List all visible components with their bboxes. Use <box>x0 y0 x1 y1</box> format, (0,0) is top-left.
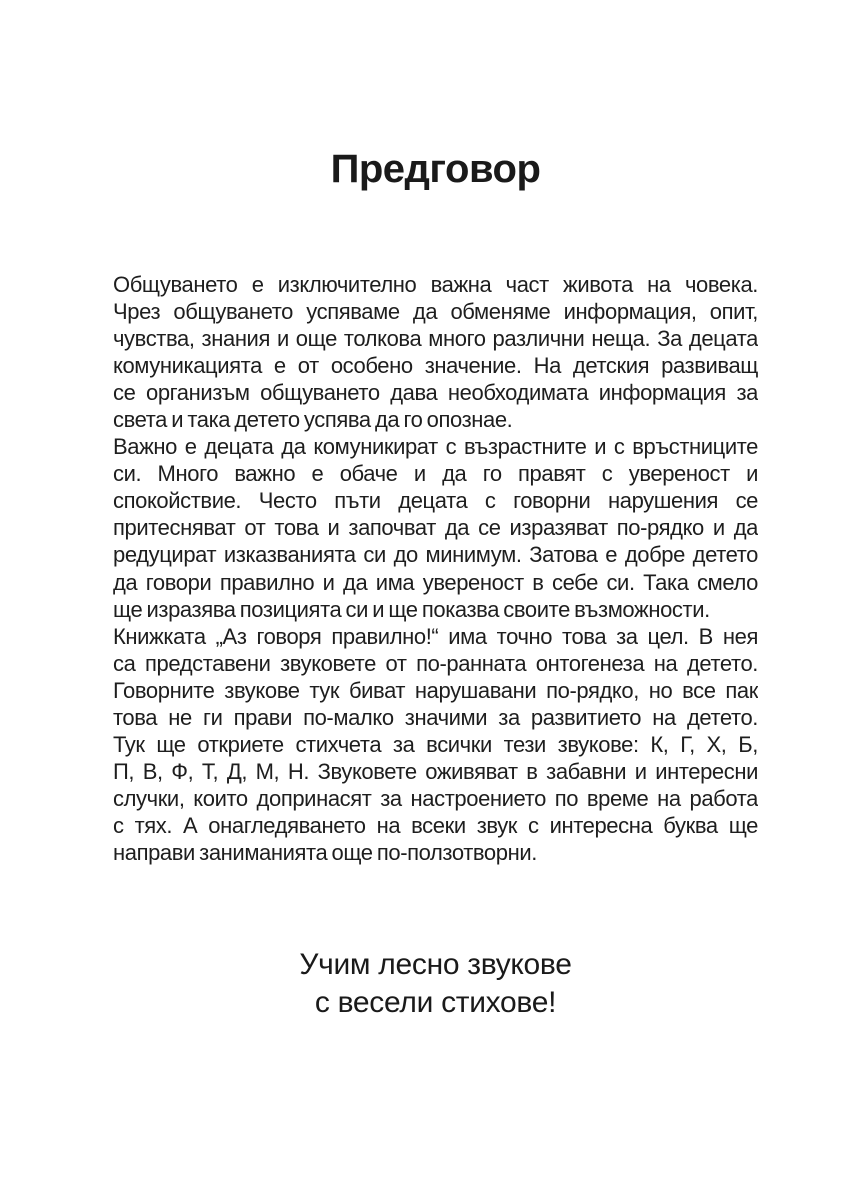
closing-slogan-line: Учим лесно звукове <box>299 948 572 981</box>
text-line: света и така детето успява да го опознае. <box>113 407 513 433</box>
text-line: редуцират изказванията си до минимум. Затова е добре детето <box>113 542 758 568</box>
text-line: Говорните звукове тук биват нарушавани по-рядко, но все пак <box>113 677 758 703</box>
text-line: Книжката „Аз говоря правилно!“ има точно това за цел. В нея <box>113 623 758 649</box>
text-line: Важно е децата да комуникират с възрастните и с връстниците <box>113 434 758 460</box>
closing-slogan-line: с весели стихове! <box>314 986 557 1019</box>
text-line: си. Много важно е обаче и да го правят с увереност и <box>113 461 758 487</box>
text-line: направи заниманията още по-ползотворни. <box>113 839 537 865</box>
text-line: това не ги прави по-малко значими за развитието на детето. <box>113 704 758 730</box>
text-line: комуникацията е от особено значение. На детския развиващ <box>113 353 758 379</box>
text-line: Чрез общуването успяваме да обменяме информация, опит, <box>113 299 758 325</box>
text-line: се организъм общуването дава необходимата информация за <box>113 380 758 406</box>
text-line: чувства, знания и още толкова много различни неща. За децата <box>113 326 758 352</box>
text-line: притесняват от това и започват да се изразяват по-рядко и да <box>113 515 758 541</box>
text-line: с тях. А онагледяването на всеки звук с интересна буква ще <box>113 812 758 838</box>
page-title: Предговор <box>330 147 541 191</box>
text-line: са представени звуковете от по-ранната онтогенеза на детето. <box>113 650 758 676</box>
text-line: спокойствие. Често пъти децата с говорни нарушения се <box>113 488 758 514</box>
text-line: Общуването е изключително важна част живота на човека. <box>113 272 758 297</box>
preface-text <box>113 271 758 866</box>
text-line: Тук ще откриете стихчета за всички тези звукове: К, Г, Х, Б, <box>113 731 758 757</box>
text-line: случки, които допринасят за настроението по време на работа <box>113 785 758 811</box>
closing-slogan <box>113 946 758 1022</box>
text-line: да говори правилно и да има увереност в себе си. Така смело <box>113 569 758 595</box>
text-line: П, В, Ф, Т, Д, М, Н. Звуковете оживяват в забавни и интересни <box>113 758 758 784</box>
text-line: ще изразява позицията си и ще показва своите възможности. <box>113 596 710 622</box>
